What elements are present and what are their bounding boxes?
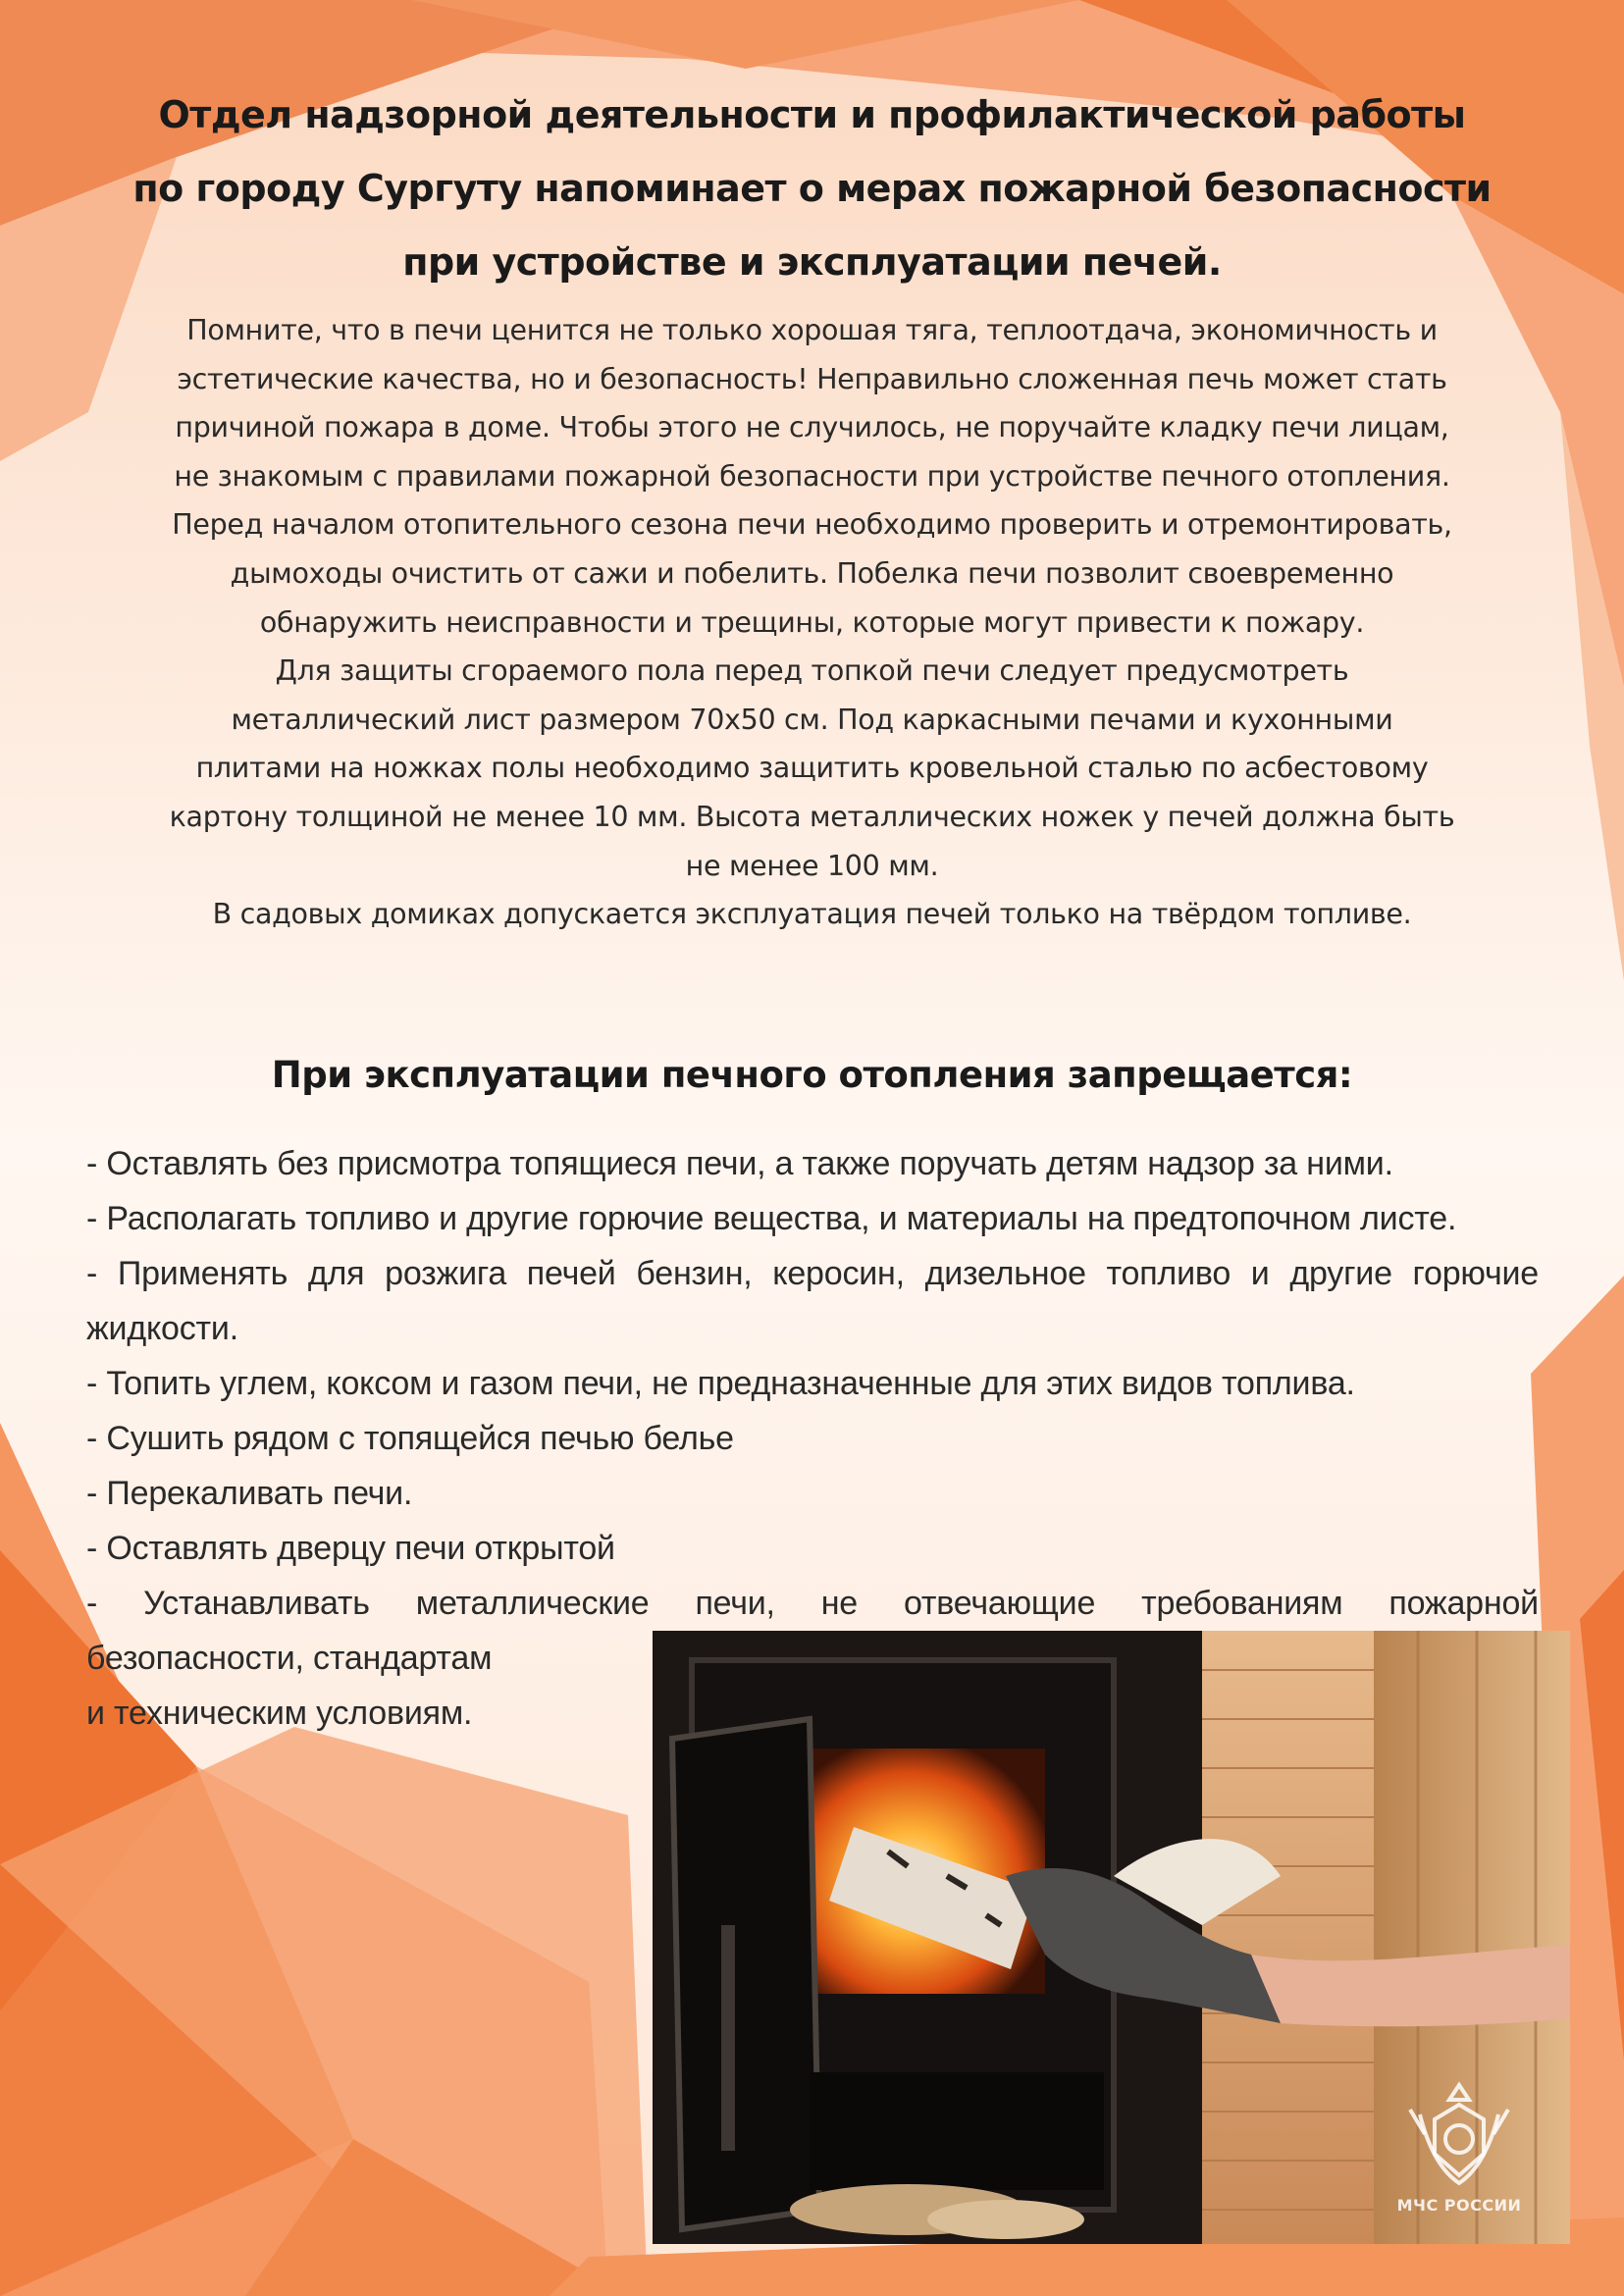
- word: дизельное: [924, 1255, 1086, 1292]
- word: бензин,: [636, 1255, 753, 1292]
- word: пожарной: [1388, 1585, 1539, 1622]
- list-item: - Располагать топливо и другие горючие вещества, и материалы на предтопочном листе.: [86, 1200, 1457, 1237]
- word: для: [307, 1255, 365, 1292]
- intro-line: обнаружить неисправности и трещины, которые могут привести к пожару.: [259, 605, 1365, 639]
- list-item: - Оставлять дверцу печи открытой: [86, 1530, 615, 1567]
- intro-line: металлический лист размером 70х50 см. Под каркасными печами и кухонными: [231, 703, 1393, 736]
- section-heading: При эксплуатации печного отопления запрещается:: [271, 1054, 1353, 1096]
- word: горючие: [1412, 1255, 1539, 1292]
- word: Устанавливать: [143, 1585, 370, 1622]
- title-line: по городу Сургуту напоминает о мерах пожарной безопасности: [132, 167, 1492, 210]
- word: керосин,: [772, 1255, 905, 1292]
- title-line: при устройстве и эксплуатации печей.: [402, 240, 1222, 284]
- list-item-justified: [86, 1576, 1539, 1631]
- list-item: - Оставлять без присмотра топящиеся печи, а также поручать детям надзор за ними.: [86, 1145, 1393, 1182]
- page-title: [88, 78, 1536, 299]
- word: розжига: [385, 1255, 507, 1292]
- intro-line: причиной пожара в доме. Чтобы этого не случилось, не поручайте кладку печи лицам,: [175, 411, 1449, 444]
- intro-line: дымоходы очистить от сажи и побелить. Побелка печи позволит своевременно: [230, 556, 1394, 590]
- list-item-continuation: и техническим условиям.: [86, 1695, 473, 1732]
- word: -: [86, 1585, 98, 1622]
- intro-line: Для защиты сгораемого пола перед топкой печи следует предусмотреть: [275, 654, 1349, 688]
- word: отвечающие: [903, 1585, 1096, 1622]
- list-item: - Сушить рядом с топящейся печью белье: [86, 1420, 734, 1457]
- title-line: Отдел надзорной деятельности и профилактической работы: [158, 93, 1466, 136]
- word: печей: [526, 1255, 616, 1292]
- intro-line: плитами на ножках полы необходимо защитить кровельной сталью по асбестовому: [195, 752, 1429, 785]
- word: другие: [1289, 1255, 1392, 1292]
- intro-line: эстетические качества, но и безопасность! Неправильно сложенная печь может стать: [177, 362, 1447, 395]
- list-item: - Перекаливать печи.: [86, 1475, 413, 1512]
- intro-line: картону толщиной не менее 10 мм. Высота металлических ножек у печей должна быть: [169, 800, 1455, 833]
- intro-line: Помните, что в печи ценится не только хорошая тяга, теплоотдача, экономичность и: [186, 314, 1438, 346]
- list-item-justified: [86, 1246, 1539, 1301]
- intro-line: не менее 100 мм.: [685, 849, 939, 882]
- list-item-continuation: безопасности, стандартам: [86, 1640, 493, 1677]
- word: металлические: [415, 1585, 650, 1622]
- word: топливо: [1106, 1255, 1231, 1292]
- mchs-caption: МЧС РОССИИ: [1396, 2196, 1522, 2215]
- intro-line: Перед началом отопительного сезона печи необходимо проверить и отремонтировать,: [172, 508, 1452, 542]
- word: -: [86, 1255, 98, 1292]
- word: Применять: [117, 1255, 288, 1292]
- intro-paragraph: [93, 306, 1531, 939]
- word: печи,: [695, 1585, 775, 1622]
- word: и: [1250, 1255, 1270, 1292]
- intro-line: не знакомым с правилами пожарной безопасности при устройстве печного отопления.: [174, 459, 1450, 493]
- list-item-continuation: жидкости.: [86, 1310, 238, 1347]
- word: требованиям: [1141, 1585, 1343, 1622]
- word: не: [820, 1585, 859, 1622]
- intro-line: В садовых домиках допускается эксплуатация печей только на твёрдом топливе.: [212, 898, 1412, 931]
- list-item: - Топить углем, коксом и газом печи, не предназначенные для этих видов топлива.: [86, 1365, 1355, 1402]
